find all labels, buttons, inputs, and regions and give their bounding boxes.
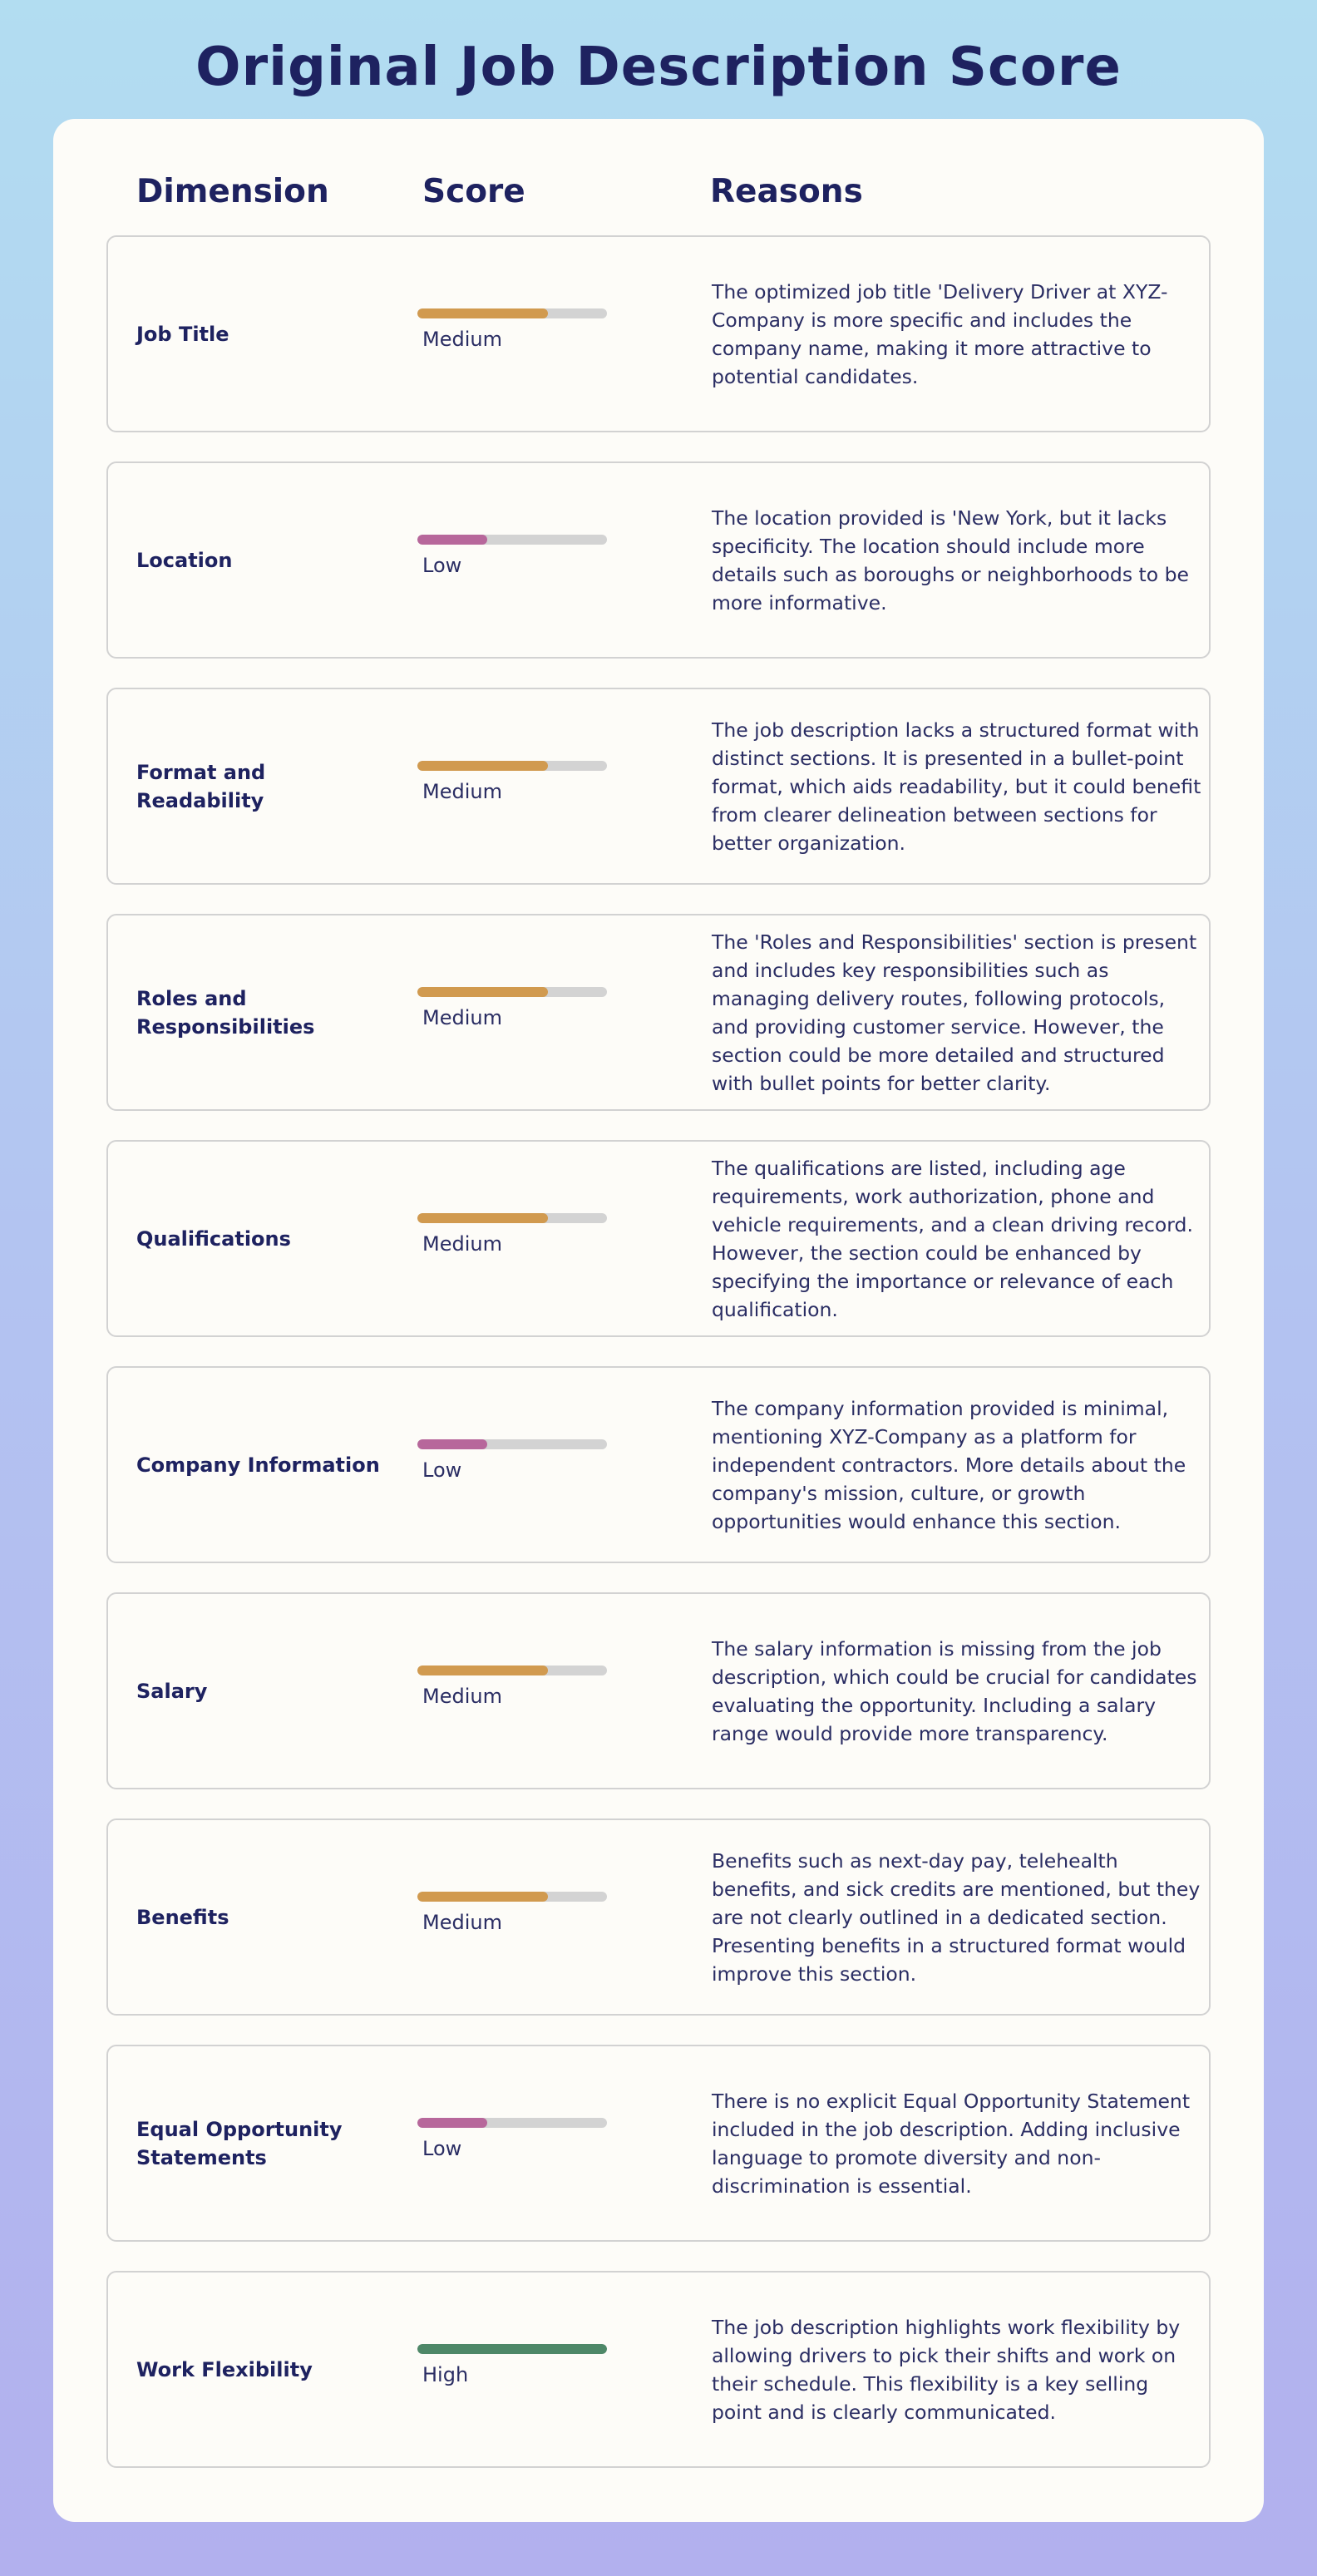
score-bar-track: [417, 1439, 607, 1449]
score-bar-track: [417, 2344, 607, 2354]
table-row: [106, 1140, 1211, 1337]
reason-text: The company information provided is minimal, mentioning XYZ-Company as a platform for independent contractors. More details about the company's mission, culture, or growth opportunities would enhance this section.: [712, 1396, 1186, 1533]
dimension-name: Location: [136, 548, 233, 572]
header-score: Score: [422, 173, 525, 210]
score-cell: [417, 2273, 617, 2466]
score-cell: [417, 2046, 617, 2240]
score-label: Low: [422, 1458, 462, 1482]
reason-text: The job description highlights work flexibility by allowing drivers to pick their shifts and work on their schedule. This flexibility is a key selling point and is clearly communicated.: [712, 2315, 1181, 2424]
score-cell: [417, 1368, 617, 1562]
score-card: [53, 119, 1264, 2522]
score-label: Medium: [422, 780, 502, 803]
dimension-name: Equal Opportunity Statements: [136, 2117, 343, 2169]
score-bar-track: [417, 987, 607, 997]
score-bar-fill: [417, 1892, 548, 1902]
score-bar-fill: [417, 1666, 548, 1675]
score-bar-fill: [417, 535, 487, 545]
score-rows: [106, 235, 1211, 2497]
score-bar-track: [417, 1892, 607, 1902]
reason-text: The qualifications are listed, including age requirements, work authorization, phone and vehicle requirements, and a clean driving record. However, the section could be enhanced by specifying the importance or relevance of each qualification.: [712, 1156, 1193, 1321]
table-row: [106, 1592, 1211, 1789]
score-bar-fill: [417, 2118, 487, 2128]
score-bar-fill: [417, 2344, 607, 2354]
score-bar-track: [417, 1213, 607, 1223]
score-cell: [417, 237, 617, 431]
score-bar-track: [417, 308, 607, 318]
dimension-name: Benefits: [136, 1905, 229, 1929]
header-reasons: Reasons: [710, 173, 863, 210]
score-bar-fill: [417, 308, 548, 318]
dimension-name: Company Information: [136, 1453, 380, 1477]
score-label: High: [422, 2363, 469, 2386]
table-row: [106, 235, 1211, 432]
score-bar-track: [417, 2118, 607, 2128]
table-row: [106, 688, 1211, 885]
table-row: [106, 461, 1211, 659]
score-cell: [417, 1142, 617, 1335]
header-dimension: Dimension: [136, 173, 329, 210]
score-bar-track: [417, 535, 607, 545]
score-label: Low: [422, 554, 462, 577]
score-cell: [417, 1594, 617, 1788]
reason-text: The 'Roles and Responsibilities' section is present and includes key responsibilities such as managing delivery routes, following protocols, and providing customer service. However, the section could be more detailed and structured with bullet points for better clarity.: [712, 930, 1197, 1095]
table-row: [106, 1366, 1211, 1563]
score-cell: [417, 915, 617, 1109]
score-label: Medium: [422, 1232, 502, 1256]
score-bar-fill: [417, 987, 548, 997]
table-row: [106, 914, 1211, 1111]
score-label: Medium: [422, 1685, 502, 1708]
table-header: [53, 167, 1264, 217]
score-bar-fill: [417, 1213, 548, 1223]
reason-text: Benefits such as next-day pay, telehealth benefits, and sick credits are mentioned, but they are not clearly outlined in a dedicated section. Presenting benefits in a structured format would improve this section.: [712, 1848, 1201, 1986]
table-row: [106, 1818, 1211, 2016]
dimension-name: Salary: [136, 1679, 208, 1703]
score-cell: [417, 1820, 617, 2014]
score-bar-track: [417, 761, 607, 771]
score-bar-fill: [417, 1439, 487, 1449]
score-bar-track: [417, 1666, 607, 1675]
score-cell: [417, 689, 617, 883]
score-label: Medium: [422, 1911, 502, 1934]
score-label: Medium: [422, 328, 502, 351]
reason-text: The job description lacks a structured format with distinct sections. It is presented in a bullet-point format, which aids readability, but it could benefit from clearer delineation between sections for better organization.: [712, 718, 1201, 855]
page-title: Original Job Description Score: [195, 37, 1122, 98]
reason-text: There is no explicit Equal Opportunity Statement included in the job description. Adding inclusive language to promote diversity and non-discrimination is essential.: [712, 2089, 1191, 2198]
dimension-name: Format and Readability: [136, 760, 266, 812]
reason-text: The salary information is missing from the job description, which could be crucial for candidates evaluating the opportunity. Including a salary range would provide more transparency.: [712, 1636, 1197, 1745]
dimension-name: Qualifications: [136, 1226, 291, 1251]
dimension-name: Job Title: [136, 322, 229, 346]
score-cell: [417, 463, 617, 657]
reason-text: The optimized job title 'Delivery Driver at XYZ-Company is more specific and includes the company name, making it more attractive to potential candidates.: [712, 279, 1168, 388]
reason-text: The location provided is 'New York, but it lacks specificity. The location should include more details such as boroughs or neighborhoods to be more informative.: [712, 506, 1189, 614]
score-label: Medium: [422, 1006, 502, 1029]
dimension-name: Work Flexibility: [136, 2357, 313, 2381]
score-bar-fill: [417, 761, 548, 771]
table-row: [106, 2045, 1211, 2242]
dimension-name: Roles and Responsibilities: [136, 986, 315, 1039]
score-label: Low: [422, 2137, 462, 2160]
table-row: [106, 2271, 1211, 2468]
